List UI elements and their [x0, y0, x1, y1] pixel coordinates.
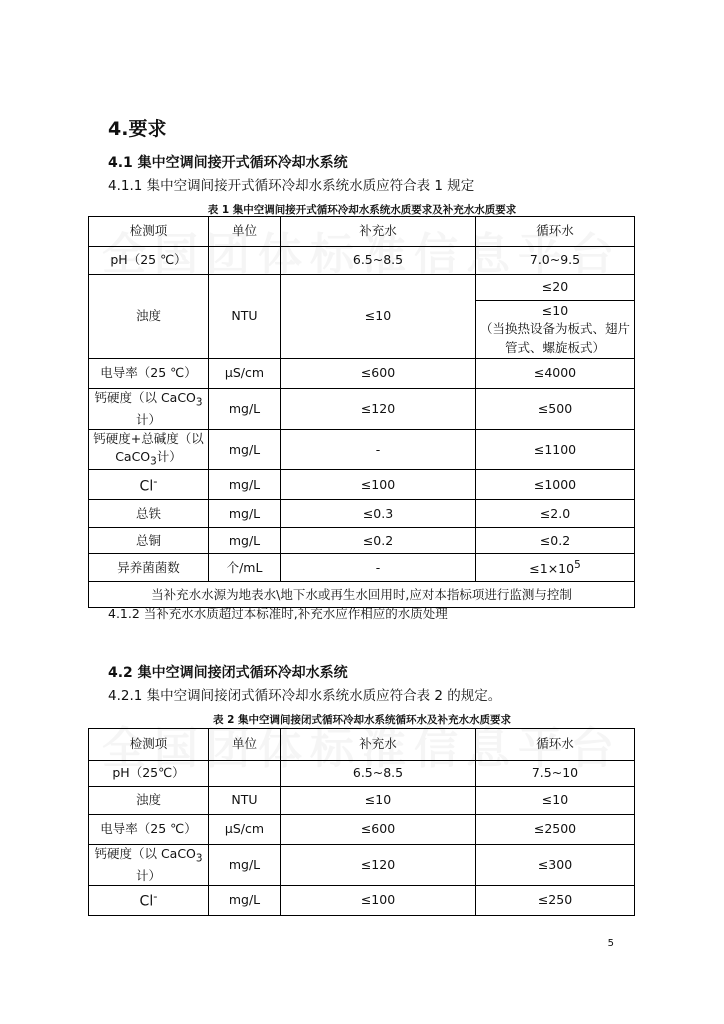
table-note: 当补充水水源为地表水\地下水或再生水回用时,应对本指标项进行监测与控制: [89, 582, 635, 608]
cell-makeup: ≤0.3: [281, 500, 476, 528]
cell-makeup: ≤600: [281, 359, 476, 389]
table-row: [89, 815, 635, 845]
cell-circ: ≤20: [476, 275, 635, 301]
cell-circ: 7.0~9.5: [476, 247, 635, 275]
table-row: [89, 389, 635, 430]
cell-unit: μS/cm: [209, 359, 281, 389]
cell-circ: ≤250: [476, 885, 635, 915]
header-circ: 循环水: [476, 217, 635, 247]
cell-unit: mg/L: [209, 500, 281, 528]
para-4-2-1: 4.2.1 集中空调间接闭式循环冷却水系统水质应符合表 2 的规定。: [108, 688, 502, 704]
item-text: 计）: [156, 448, 182, 464]
table-row: [89, 359, 635, 389]
table-row: [89, 761, 635, 787]
cell-circ-value: ≤10: [541, 303, 569, 319]
subscript: 3: [195, 852, 203, 865]
section-4-1-heading: 4.1 集中空调间接开式循环冷却水系统: [108, 155, 348, 171]
cell-makeup: ≤100: [281, 885, 476, 915]
table-row: [89, 528, 635, 554]
cell-circ: ≤500: [476, 389, 635, 430]
cell-unit: mg/L: [209, 470, 281, 500]
table-row: [89, 429, 635, 470]
cell-circ: ≤2.0: [476, 500, 635, 528]
header-unit: 单位: [209, 217, 281, 247]
header-item: 检测项: [89, 729, 209, 761]
table-row: [89, 470, 635, 500]
item-text: 钙硬度+总碱度（以 CaCO: [93, 430, 204, 464]
cell-makeup: ≤0.2: [281, 528, 476, 554]
page-number: 5: [607, 938, 614, 949]
cell-circ: ≤2500: [476, 815, 635, 845]
table-row: [89, 787, 635, 815]
cell-item: [89, 429, 209, 470]
cell-circ-plate: [476, 301, 635, 359]
header-circ: 循环水: [476, 729, 635, 761]
cell-makeup: -: [281, 554, 476, 582]
cell-circ: ≤4000: [476, 359, 635, 389]
subscript: 3: [150, 455, 157, 468]
item-text: 计）: [135, 411, 161, 427]
cell-makeup: 6.5~8.5: [281, 247, 476, 275]
cell-unit: 个/mL: [209, 554, 281, 582]
cell-item: pH（25 ℃）: [89, 247, 209, 275]
cell-circ: ≤10: [476, 787, 635, 815]
section-4-2-heading: 4.2 集中空调间接闭式循环冷却水系统: [108, 665, 348, 681]
item-text: 钙硬度（以 CaCO: [94, 390, 196, 405]
superscript: -: [153, 473, 158, 488]
table-row: [89, 554, 635, 582]
cell-item: 电导率（25 ℃）: [89, 815, 209, 845]
cell-item: [89, 885, 209, 915]
cell-circ: ≤1100: [476, 429, 635, 470]
cell-unit: [209, 761, 281, 787]
cell-unit: mg/L: [209, 885, 281, 915]
cell-makeup: ≤100: [281, 470, 476, 500]
table-row: [89, 275, 635, 301]
table-2: [88, 728, 635, 916]
header-makeup: 补充水: [281, 729, 476, 761]
cell-item: 总铜: [89, 528, 209, 554]
table-1: [88, 216, 635, 608]
cell-circ: ≤300: [476, 845, 635, 886]
header-unit: 单位: [209, 729, 281, 761]
cell-makeup: -: [281, 429, 476, 470]
cell-makeup: 6.5~8.5: [281, 761, 476, 787]
superscript: -: [153, 889, 158, 904]
item-text: Cl: [139, 478, 154, 495]
cell-makeup: ≤600: [281, 815, 476, 845]
cell-item: [89, 845, 209, 886]
para-4-1-2: 4.1.2 当补充水水质超过本标准时,补充水应作相应的水质处理: [108, 606, 448, 621]
table-row: [89, 500, 635, 528]
cell-item: pH（25℃）: [89, 761, 209, 787]
table-row: [89, 885, 635, 915]
cell-circ: [476, 554, 635, 582]
cell-item: [89, 389, 209, 430]
cell-circ: 7.5~10: [476, 761, 635, 787]
cell-unit: mg/L: [209, 528, 281, 554]
cell-unit: μS/cm: [209, 815, 281, 845]
header-item: 检测项: [89, 217, 209, 247]
cell-item: 浊度: [89, 275, 209, 359]
item-text: 钙硬度（以 CaCO: [94, 846, 196, 861]
section-4-heading: 4.要求: [108, 118, 167, 140]
para-4-1-1: 4.1.1 集中空调间接开式循环冷却水系统水质应符合表 1 规定: [108, 178, 475, 194]
cell-item: 电导率（25 ℃）: [89, 359, 209, 389]
cell-item: 总铁: [89, 500, 209, 528]
cell-unit: NTU: [209, 787, 281, 815]
cell-unit: NTU: [209, 275, 281, 359]
cell-circ: ≤1000: [476, 470, 635, 500]
cell-makeup: ≤10: [281, 787, 476, 815]
subscript: 3: [195, 396, 203, 409]
superscript: 5: [574, 558, 581, 571]
table-row: [89, 845, 635, 886]
header-makeup: 补充水: [281, 217, 476, 247]
table-row: [89, 247, 635, 275]
cell-item: 浊度: [89, 787, 209, 815]
cell-circ-condition: （当换热设备为板式、翅片管式、螺旋板式）: [480, 321, 631, 355]
cell-unit: mg/L: [209, 845, 281, 886]
table-2-caption: 表 2 集中空调间接闭式循环冷却水系统循环水及补充水水质要求: [212, 714, 512, 726]
circ-value: ≤1×10: [529, 560, 575, 576]
item-text: Cl: [139, 893, 154, 910]
table-row: [89, 729, 635, 761]
cell-item: [89, 470, 209, 500]
cell-makeup: ≤120: [281, 389, 476, 430]
cell-makeup: ≤10: [281, 275, 476, 359]
cell-unit: [209, 247, 281, 275]
cell-item: 异养菌菌数: [89, 554, 209, 582]
cell-makeup: ≤120: [281, 845, 476, 886]
table-row: [89, 217, 635, 247]
cell-unit: mg/L: [209, 389, 281, 430]
item-text: 计）: [135, 867, 161, 883]
cell-unit: mg/L: [209, 429, 281, 470]
table-1-caption: 表 1 集中空调间接开式循环冷却水系统水质要求及补充水水质要求: [207, 204, 517, 216]
cell-circ: ≤0.2: [476, 528, 635, 554]
